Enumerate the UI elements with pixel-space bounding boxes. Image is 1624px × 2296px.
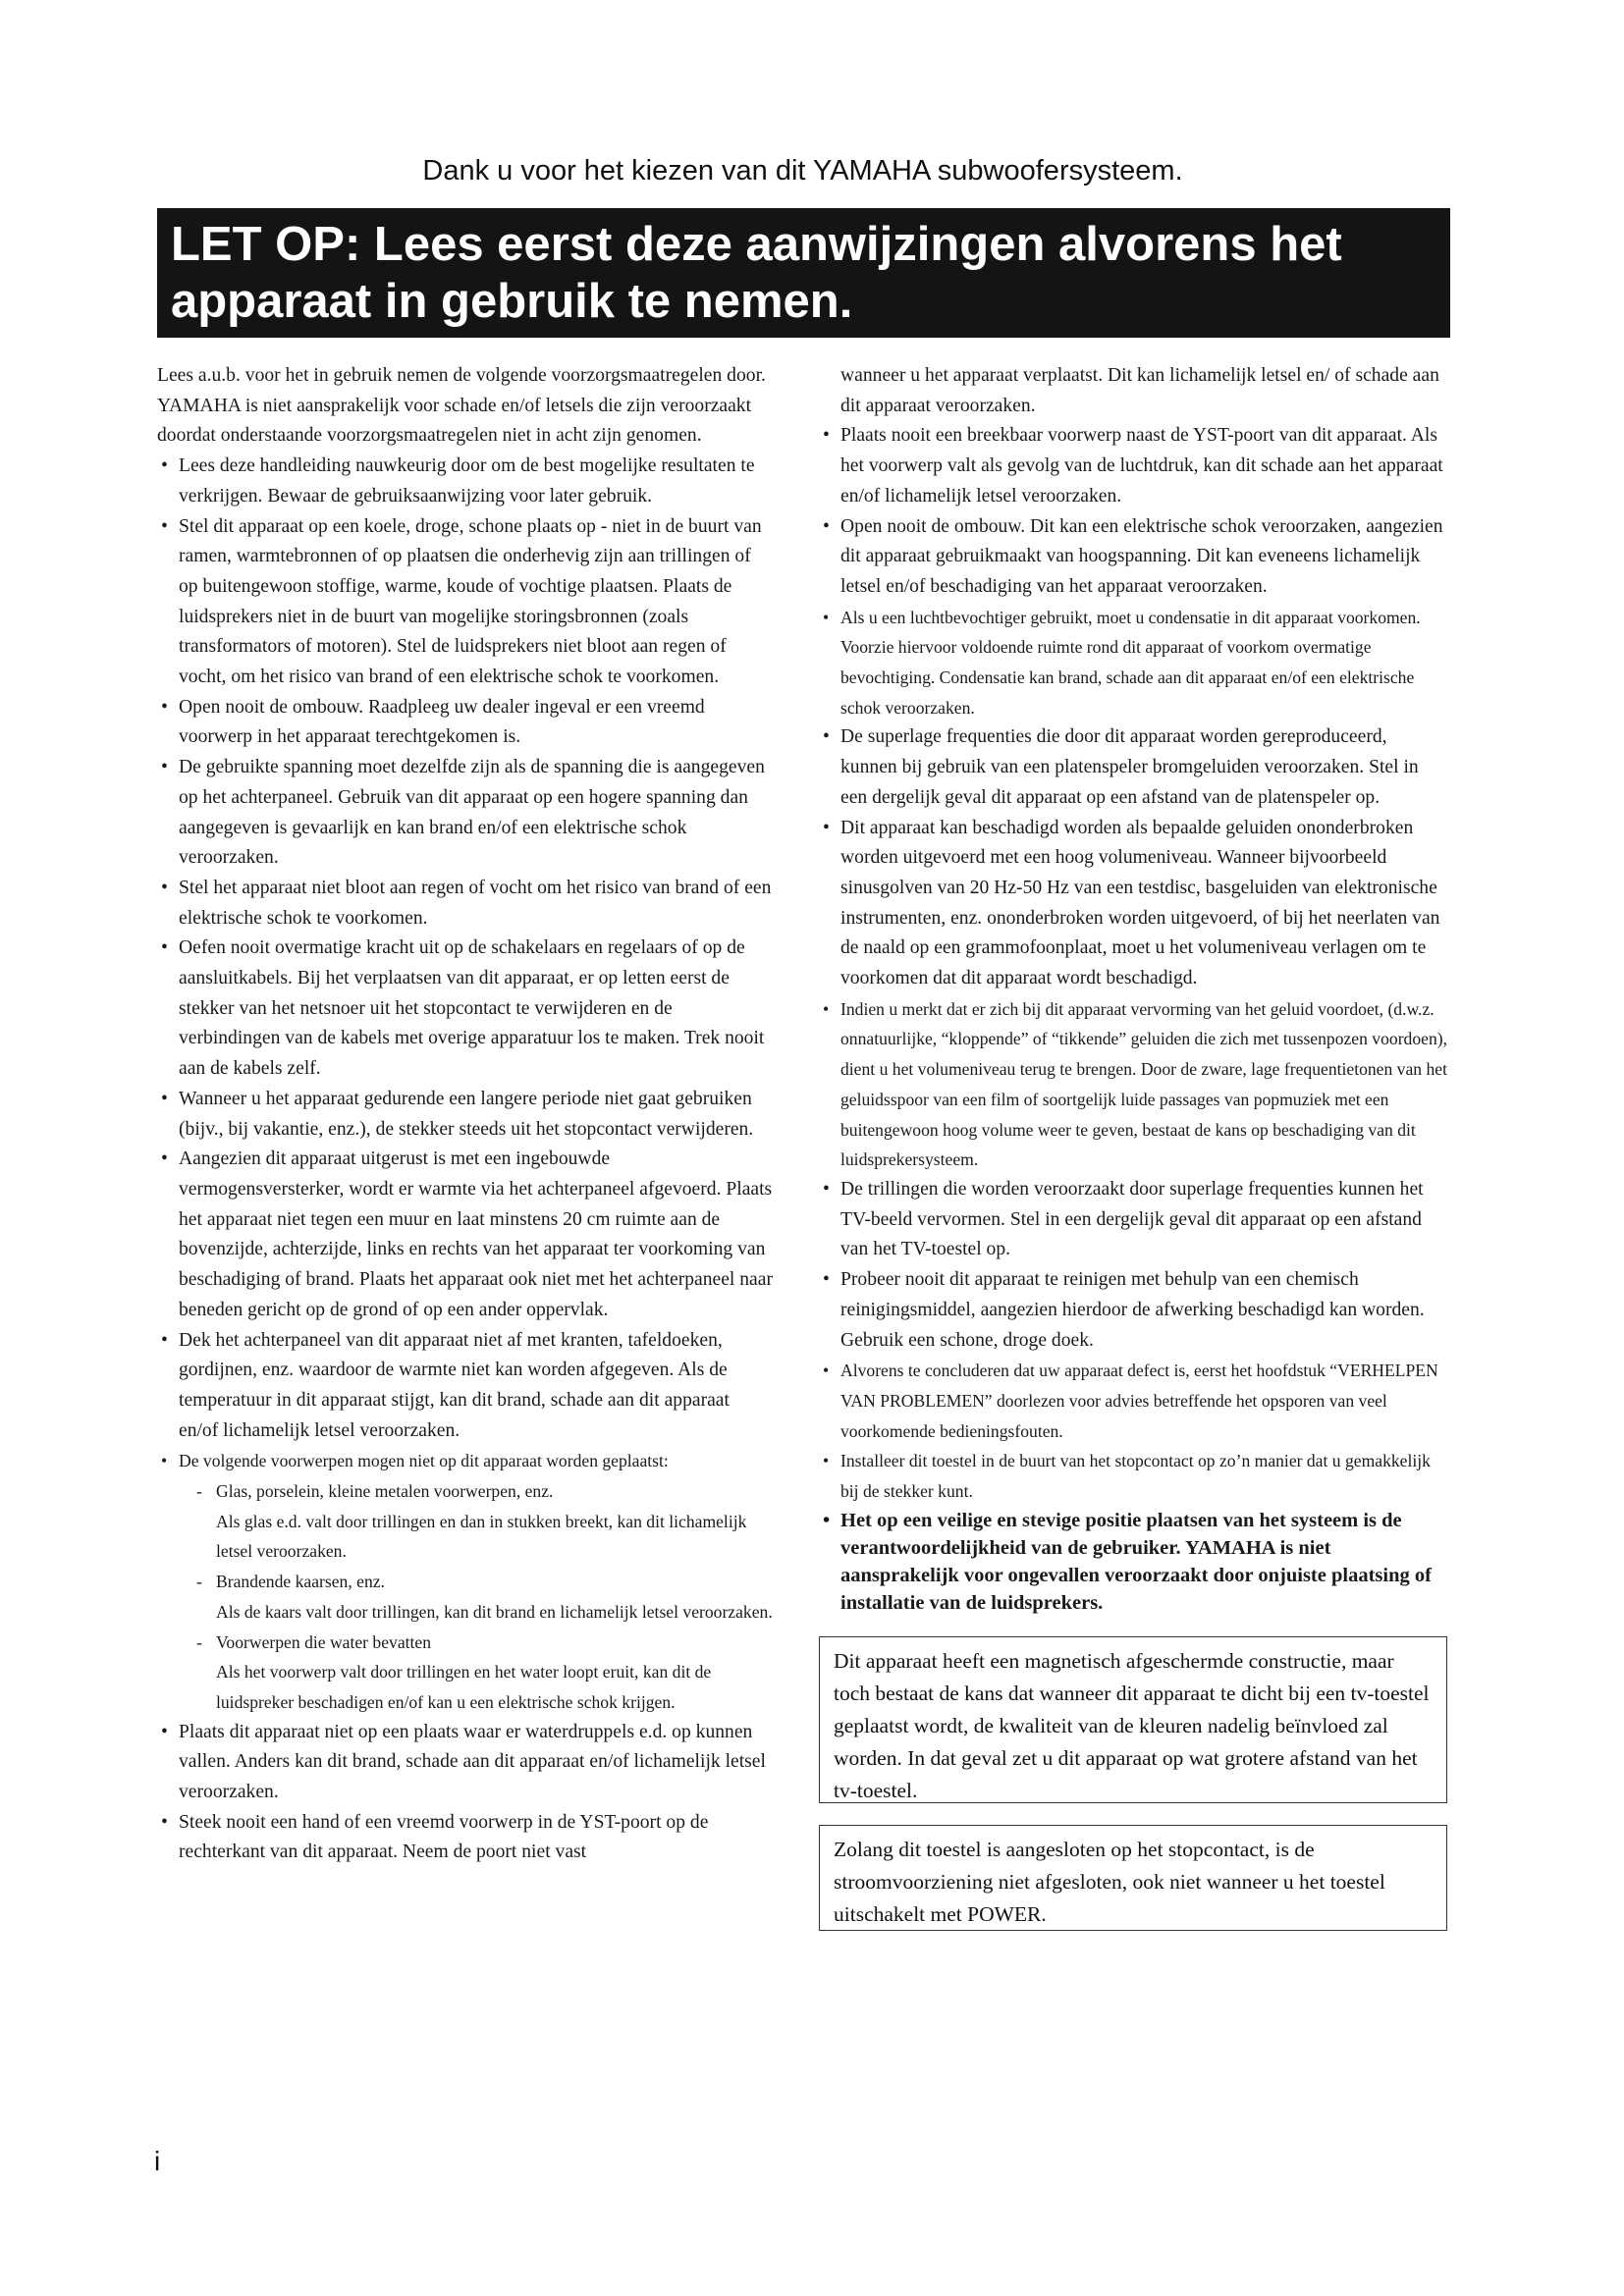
caution-banner <box>157 208 1450 338</box>
precaution-item: • Dit apparaat kan beschadigd worden als bepaalde geluiden ononderbroken worden uitgevoerd met een hoog volumeniveau. Wanneer bijvoorbeeld sinusgolven van 20 Hz-50 Hz van een testdisc, basgeluiden van elektronische instrumenten, enz. ononderbroken worden uitgevoerd, of bij het neerlaten van de naald op een grammofoonplaat, moet u het volumeniveau verlagen om te voorkomen dat dit apparaat wordt beschadigd. <box>819 814 1447 994</box>
precaution-item: • Oefen nooit overmatige kracht uit op de schakelaars en regelaars of op de aansluitkabels. Bij het verplaatsen van dit apparaat, er op letten eerst de stekker van het netsnoer uit het stopcontact te verwijderen en de verbindingen van de kabels met overige apparatuur los te maken. Trek nooit aan de kabels zelf. <box>157 934 774 1085</box>
precautions-list-right <box>819 421 1447 1616</box>
precaution-item: • Dek het achterpaneel van dit apparaat niet af met kranten, tafeldoeken, gordijnen, enz. waardoor de warmte niet kan worden afgegeven. Als de temperatuur in dit apparaat stijgt, kan dit brand, schade aan dit apparaat en/of lichamelijk letsel veroorzaken. <box>157 1326 774 1447</box>
object-item-desc: Als de kaars valt door trillingen, kan dit brand en lichamelijk letsel veroorzaken. <box>216 1601 773 1622</box>
object-item <box>196 1567 774 1627</box>
object-item-title: Glas, porselein, kleine metalen voorwerpen, enz. <box>216 1481 554 1502</box>
precaution-item: • Alvorens te concluderen dat uw apparaat defect is, eerst het hoofdstuk “VERHELPEN VAN PROBLEMEN” doorlezen voor advies betreffende het opsporen van veel voorkomende bedieningsfouten. <box>819 1356 1447 1446</box>
precaution-item: • Stel dit apparaat op een koele, droge, schone plaats op - niet in de buurt van ramen, warmtebronnen of op plaatsen die onderhevig zijn aan trillingen of op buitengewoon stoffige, warme, koude of vochtige plaatsen. Plaats de luidsprekers niet in de buurt van mogelijke storingsbronnen (zoals transformators of motoren). Stel de luidsprekers niet bloot aan regen of vocht, om het risico van brand of een elektrische schok te voorkomen. <box>157 512 774 693</box>
precaution-item: • De superlage frequenties die door dit apparaat worden gereproduceerd, kunnen bij gebruik van een platenspeler bromgeluiden veroorzaken. Stel in een dergelijk geval dit apparaat op een afstand van de platenspeler op. <box>819 722 1447 813</box>
precaution-item: • Plaats nooit een breekbaar voorwerp naast de YST-poort van dit apparaat. Als het voorwerp valt als gevolg van de luchtdruk, kan dit schade aan het apparaat en/of lichamelijk letsel veroorzaken. <box>819 421 1447 511</box>
precaution-item: • Open nooit de ombouw. Dit kan een elektrische schok veroorzaken, aangezien dit apparaat gebruikmaakt van hoogspanning. Dit kan eveneens lichamelijk letsel en/of beschadiging van het apparaat veroorzaken. <box>819 512 1447 603</box>
power-notice: Zolang dit toestel is aangesloten op het stopcontact, is de stroomvoorziening niet afgesloten, ook niet wanneer u het toestel uitschakelt met POWER. <box>819 1825 1447 1931</box>
object-dash: - <box>196 1631 202 1652</box>
safety-responsibility-item: • Het op een veilige en stevige positie plaatsen van het systeem is de verantwoordelijkheid van de gebruiker. YAMAHA is niet aansprakelijk voor ongevallen veroorzaakt door onjuiste plaatsing of installatie van de luidsprekers. <box>819 1507 1447 1617</box>
object-item <box>196 1628 774 1718</box>
precaution-item: • Wanneer u het apparaat gedurende een langere periode niet gaat gebruiken (bijv., bij vakantie, enz.), de stekker steeds uit het stopcontact verwijderen. <box>157 1085 774 1145</box>
object-item-desc: Als het voorwerp valt door trillingen en het water loopt eruit, kan dit de luidspreker beschadigen en/of kan u een elektrische schok krijgen. <box>216 1662 712 1712</box>
precaution-item: • De trillingen die worden veroorzaakt door superlage frequenties kunnen het TV-beeld vervormen. Stel in een dergelijk geval dit apparaat op een afstand van het TV-toestel op. <box>819 1175 1447 1265</box>
objects-precaution <box>157 1446 774 1717</box>
objects-list <box>179 1476 774 1718</box>
object-item <box>196 1476 774 1567</box>
precaution-item: • Aangezien dit apparaat uitgerust is met een ingebouwde vermogensversterker, wordt er warmte via het achterpaneel afgevoerd. Plaats het apparaat niet tegen een muur en laat minstens 20 cm ruimte aan de bovenzijde, achterzijde, links en rechts van het apparaat ter voorkoming van beschadiging of brand. Plaats het apparaat ook niet met het achterpaneel naar beneden gericht op de grond of op een ander oppervlak. <box>157 1145 774 1325</box>
banner-line-2: apparaat in gebruik te nemen. <box>171 275 853 328</box>
thanks-line: Dank u voor het kiezen van dit YAMAHA subwoofersysteem. <box>422 155 1183 187</box>
precaution-item: • Stel het apparaat niet bloot aan regen of vocht om het risico van brand of een elektrische schok te voorkomen. <box>157 874 774 934</box>
precaution-item: • Indien u merkt dat er zich bij dit apparaat vervorming van het geluid voordoet, (d.w.z. onnatuurlijke, “kloppende” of “tikkende” geluiden die zich met tussenpozen voordoen), dient u het volumeniveau terug te brengen. Door de zware, lage frequentietonen van het geluidsspoor van een film of soortgelijk luide passages van popmuziek met een buitengewoon hoog volume weer te geven, bestaat de kans op beschadiging van dit luidsprekersysteem. <box>819 994 1447 1175</box>
object-dash: - <box>196 1481 202 1502</box>
precaution-item: • De gebruikte spanning moet dezelfde zijn als de spanning die is aangegeven op het achterpaneel. Gebruik van dit apparaat op een hogere spanning dan aangegeven is gevaarlijk en kan brand en/of een elektrische schok veroorzaken. <box>157 753 774 874</box>
precaution-item: • Als u een luchtbevochtiger gebruikt, moet u condensatie in dit apparaat voorkomen. Voorzie hiervoor voldoende ruimte rond dit apparaat of voorkom overmatige bevochtiging. Condensatie kan brand, schade aan dit apparaat en/of een elektrische schok veroorzaken. <box>819 603 1447 723</box>
precautions-list-left <box>157 452 774 1868</box>
precaution-item: • Probeer nooit dit apparaat te reinigen met behulp van een chemisch reinigingsmiddel, aangezien hierdoor de afwerking beschadigd kan worden. Gebruik een schone, droge doek. <box>819 1265 1447 1356</box>
precaution-item: • Lees deze handleiding nauwkeurig door om de best mogelijke resultaten te verkrijgen. Bewaar de gebruiksaanwijzing voor later gebruik. <box>157 452 774 511</box>
banner-line-1: LET OP: Lees eerst deze aanwijzingen alvorens het <box>171 218 1342 271</box>
object-item-title: Brandende kaarsen, enz. <box>216 1572 385 1592</box>
precaution-item: • Open nooit de ombouw. Raadpleeg uw dealer ingeval er een vreemd voorwerp in het apparaat terechtgekomen is. <box>157 693 774 753</box>
precaution-item: • Installeer dit toestel in de buurt van het stopcontact op zo’n manier dat u gemakkelijk bij de stekker kunt. <box>819 1446 1447 1506</box>
object-dash: - <box>196 1572 202 1592</box>
page-number: i <box>154 2146 161 2176</box>
precaution-item: • Plaats dit apparaat niet op een plaats waar er waterdruppels e.d. op kunnen vallen. Anders kan dit brand, schade aan dit apparaat en/of lichamelijk letsel veroorzaken. <box>157 1718 774 1808</box>
intro-paragraph: Lees a.u.b. voor het in gebruik nemen de volgende voorzorgsmaatregelen door. YAMAHA is niet aansprakelijk voor schade en/of letsels die zijn veroorzaakt doordat onderstaande voorzorgsmaatregelen niet in acht zijn genomen. <box>157 365 766 447</box>
objects-intro: De volgende voorwerpen mogen niet op dit apparaat worden geplaatst: <box>179 1451 669 1471</box>
magnetic-shielding-notice: Dit apparaat heeft een magnetisch afgeschermde constructie, maar toch bestaat de kans dat wanneer dit apparaat te dicht bij een tv-toestel geplaatst wordt, de kwaliteit van de kleuren nadelig beïnvloed zal worden. In dat geval zet u dit apparaat op wat grotere afstand van het tv-toestel. <box>819 1636 1447 1803</box>
left-column <box>157 361 774 1868</box>
object-item-desc: Als glas e.d. valt door trillingen en dan in stukken breekt, kan dit lichamelijk letsel veroorzaken. <box>216 1511 747 1562</box>
continuation-text: wanneer u het apparaat verplaatst. Dit kan lichamelijk letsel en/ of schade aan dit apparaat veroorzaken. <box>840 365 1439 416</box>
right-column <box>819 361 1447 1931</box>
object-item-title: Voorwerpen die water bevatten <box>216 1631 432 1652</box>
precaution-item: • Steek nooit een hand of een vreemd voorwerp in de YST-poort op de rechterkant van dit apparaat. Neem de poort niet vast <box>157 1808 774 1868</box>
